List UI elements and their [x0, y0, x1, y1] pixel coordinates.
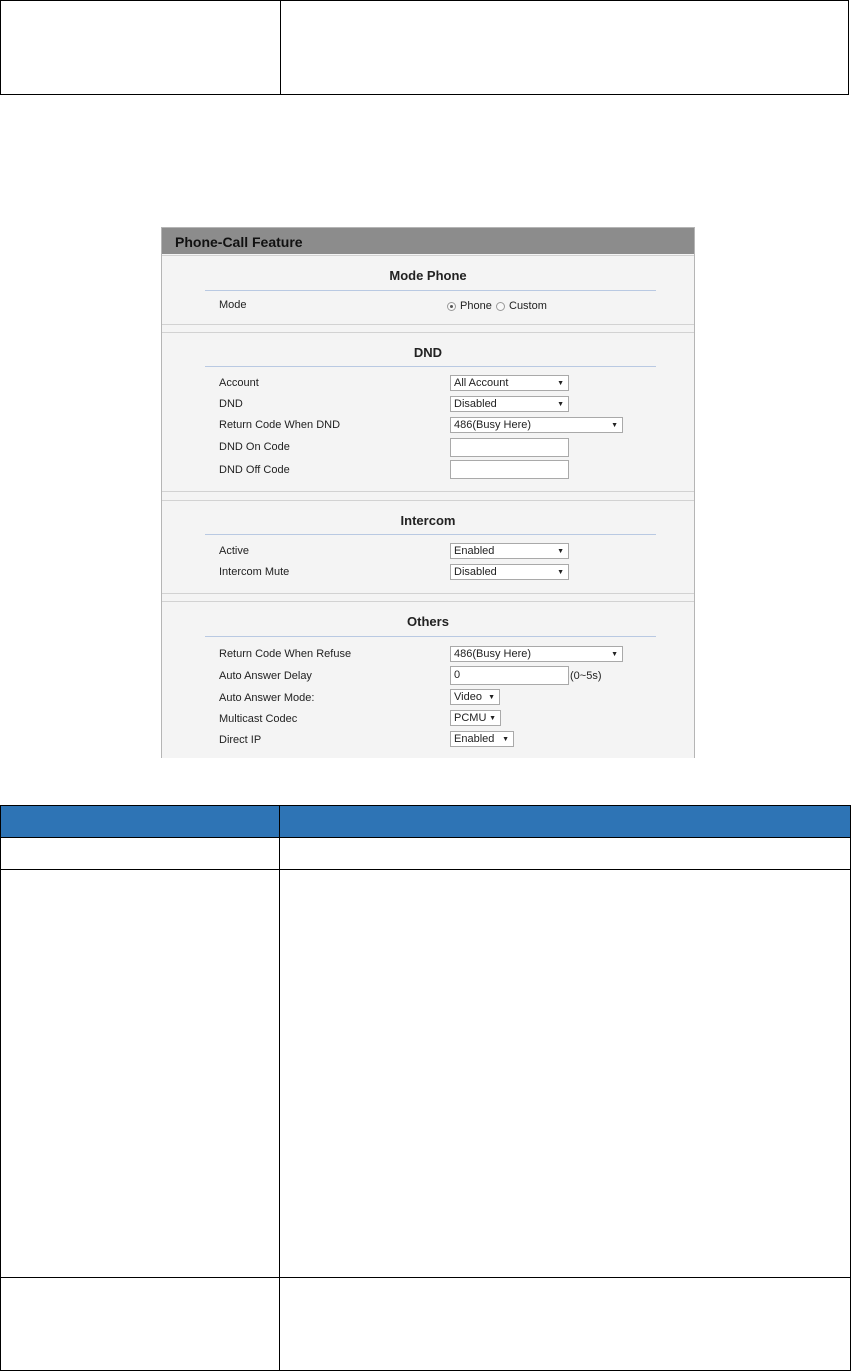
dropdown-arrow-icon: ▼	[611, 422, 618, 429]
phone-call-feature-panel	[161, 227, 695, 758]
return-code-dnd-select[interactable]	[450, 417, 623, 433]
dropdown-arrow-icon: ▼	[557, 548, 564, 555]
dnd-on-code-label: DND On Code	[219, 441, 290, 453]
table-row-divider	[1, 869, 850, 870]
intercom-section	[162, 500, 694, 594]
return-code-refuse-select[interactable]	[450, 646, 623, 662]
section-divider	[205, 290, 656, 291]
mode-label: Mode	[219, 299, 247, 311]
direct-ip-label: Direct IP	[219, 734, 262, 746]
section-divider	[205, 636, 656, 637]
dnd-select[interactable]	[450, 396, 569, 412]
auto-answer-delay-label: Auto Answer Delay	[219, 670, 312, 682]
section-divider	[205, 534, 656, 535]
dropdown-arrow-icon: ▼	[489, 715, 496, 722]
direct-ip-value: Enabled	[454, 733, 495, 745]
others-section	[162, 601, 694, 758]
dropdown-arrow-icon: ▼	[488, 694, 495, 701]
auto-answer-mode-select[interactable]	[450, 689, 500, 705]
table-column-divider	[279, 806, 280, 1370]
dnd-select-value: Disabled	[454, 398, 497, 410]
doc-table-bottom	[0, 805, 851, 1371]
mode-phone-radio[interactable]	[447, 302, 456, 311]
multicast-codec-value: PCMU	[454, 712, 487, 724]
account-select-value: All Account	[454, 377, 509, 389]
others-section-title: Others	[407, 614, 449, 629]
table-header-row	[1, 806, 850, 838]
dropdown-arrow-icon: ▼	[557, 380, 564, 387]
mode-section-title: Mode Phone	[389, 268, 467, 283]
mode-phone-label: Phone	[460, 300, 492, 312]
auto-answer-delay-input[interactable]: 0	[450, 666, 569, 685]
intercom-section-title: Intercom	[400, 513, 456, 528]
dropdown-arrow-icon: ▼	[557, 401, 564, 408]
table-column-divider	[280, 1, 281, 94]
mode-section	[162, 255, 694, 325]
intercom-mute-label: Intercom Mute	[219, 566, 290, 578]
multicast-codec-select[interactable]	[450, 710, 501, 726]
auto-answer-delay-hint: (0~5s)	[570, 670, 602, 682]
active-select[interactable]	[450, 543, 569, 559]
mode-custom-radio[interactable]	[496, 302, 505, 311]
dnd-on-code-input[interactable]	[450, 438, 569, 457]
table-row-divider	[1, 1277, 850, 1278]
mode-custom-label: Custom	[509, 300, 547, 312]
intercom-mute-select[interactable]	[450, 564, 569, 580]
auto-answer-mode-value: Video	[454, 691, 482, 703]
intercom-mute-value: Disabled	[454, 566, 497, 578]
panel-title: Phone-Call Feature	[162, 228, 694, 254]
dnd-off-code-input[interactable]	[450, 460, 569, 479]
direct-ip-select[interactable]	[450, 731, 514, 747]
return-code-refuse-label: Return Code When Refuse	[219, 648, 352, 660]
dnd-off-code-label: DND Off Code	[219, 464, 290, 476]
active-label: Active	[219, 545, 249, 557]
dropdown-arrow-icon: ▼	[557, 569, 564, 576]
doc-table-top	[0, 0, 849, 95]
dnd-section	[162, 332, 694, 492]
account-select[interactable]	[450, 375, 569, 391]
active-select-value: Enabled	[454, 545, 495, 557]
return-code-refuse-value: 486(Busy Here)	[454, 648, 532, 660]
auto-answer-mode-label: Auto Answer Mode:	[219, 692, 315, 704]
dnd-section-title: DND	[413, 345, 443, 360]
multicast-codec-label: Multicast Codec	[219, 713, 298, 725]
return-code-dnd-value: 486(Busy Here)	[454, 419, 532, 431]
return-code-dnd-label: Return Code When DND	[219, 419, 341, 431]
account-label: Account	[219, 377, 259, 389]
section-divider	[205, 366, 656, 367]
dropdown-arrow-icon: ▼	[502, 736, 509, 743]
dnd-label: DND	[219, 398, 243, 410]
dropdown-arrow-icon: ▼	[611, 651, 618, 658]
